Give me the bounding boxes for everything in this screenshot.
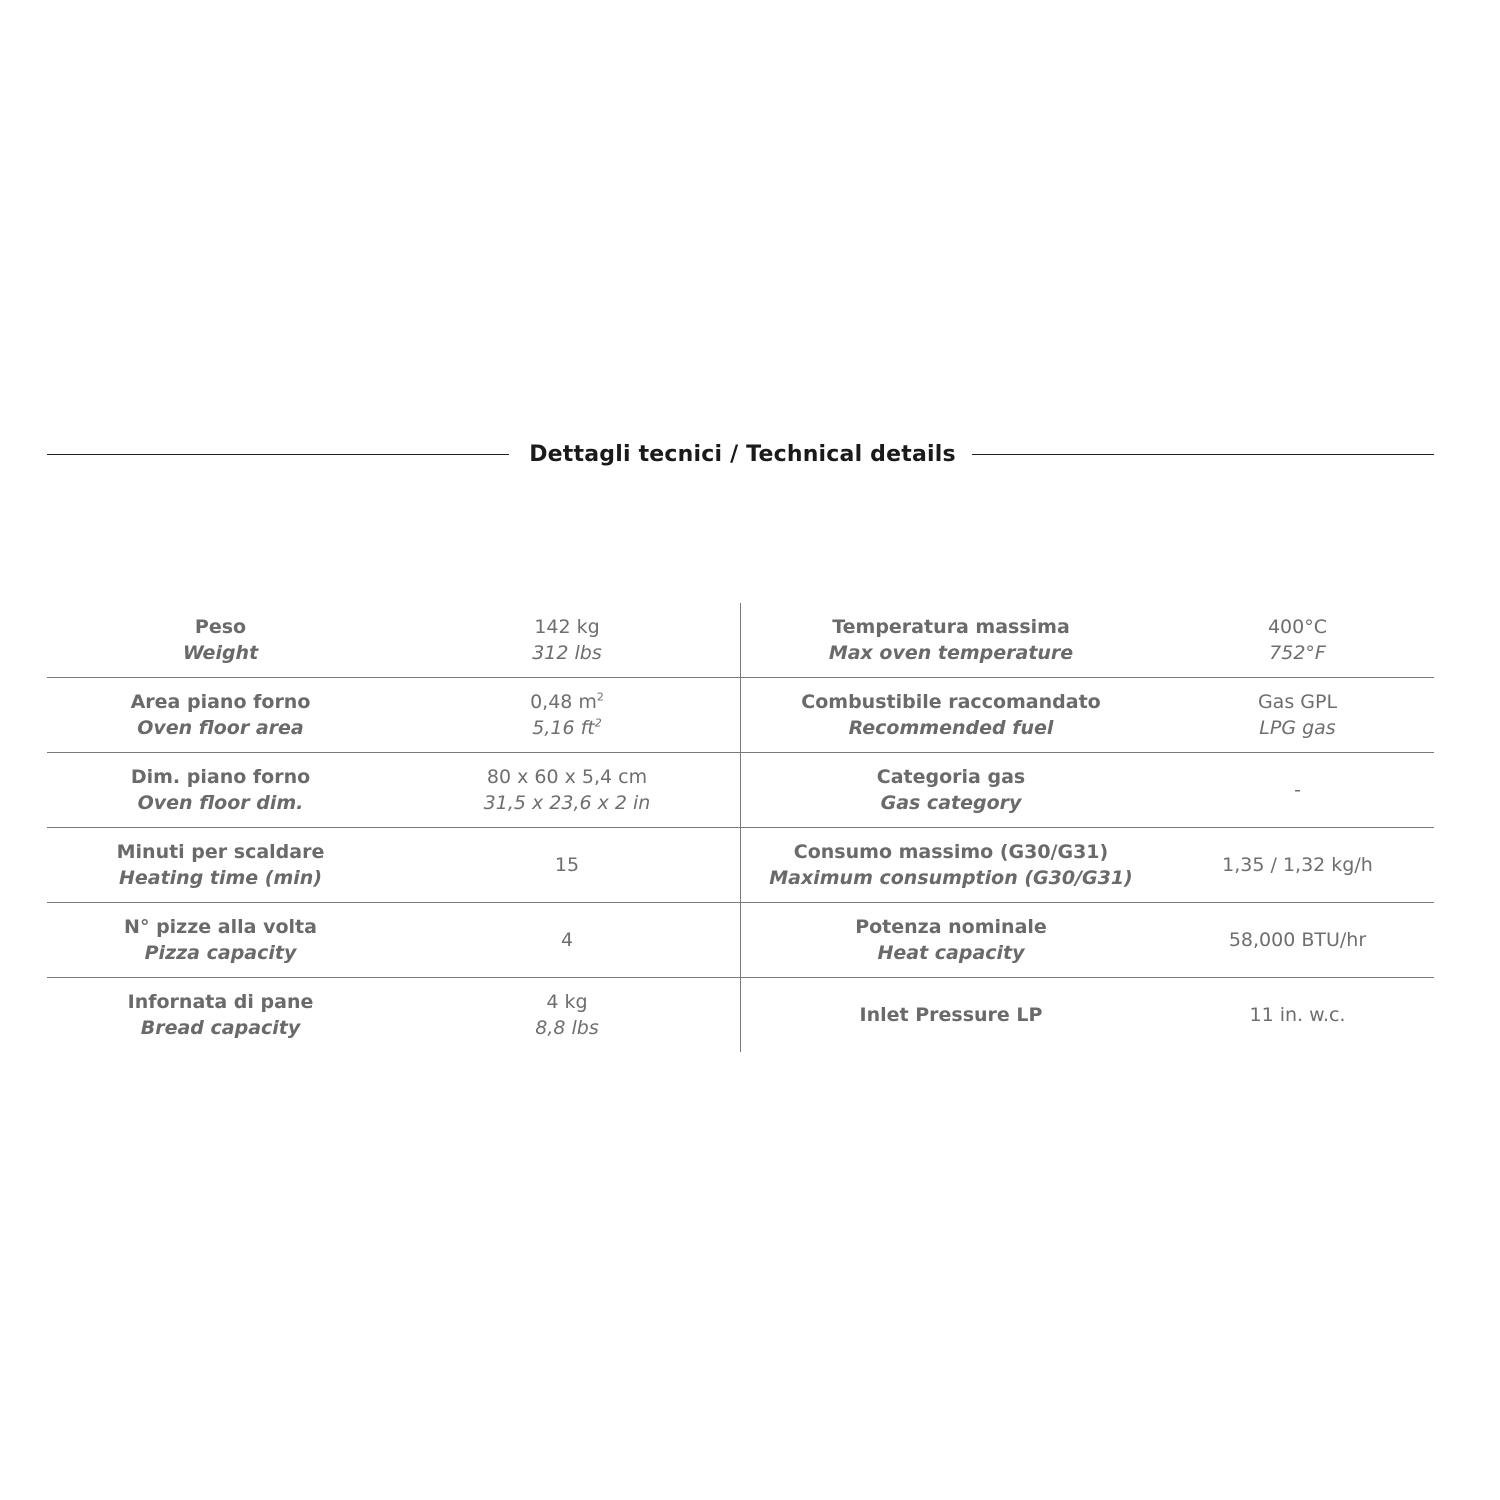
spec-value-cell [1161, 978, 1434, 1052]
table-row [47, 603, 1434, 678]
spec-value: 80 x 60 x 5,4 cm [486, 766, 648, 788]
spec-label-en: Heat capacity [877, 942, 1025, 964]
spec-value: 142 kg [534, 616, 600, 638]
spec-label-cell [47, 903, 394, 977]
spec-label-cell [47, 828, 394, 902]
header-rule-right [972, 454, 1434, 455]
spec-value: Gas GPL [1257, 691, 1338, 713]
spec-value-cell [1161, 678, 1434, 752]
spec-value: 58,000 BTU/hr [1228, 929, 1367, 951]
spec-label-it: Temperatura massima [832, 616, 1070, 638]
spec-label-en: Oven floor area [137, 717, 304, 739]
spec-value-alt-with-unit [532, 715, 601, 741]
spec-value-cell [1161, 903, 1434, 977]
spec-label-cell [47, 753, 394, 827]
table-row [47, 978, 1434, 1052]
spec-value-alt: 752°F [1269, 642, 1326, 664]
spec-label-en: Gas category [880, 792, 1022, 814]
spec-value: - [1294, 779, 1301, 801]
spec-value: 15 [554, 854, 580, 876]
unit-exponent: 2 [594, 716, 602, 730]
spec-value-cell [1161, 828, 1434, 902]
spec-value-cell [1161, 753, 1434, 827]
spec-label-it: Area piano forno [130, 691, 311, 713]
spec-table [47, 603, 1434, 1052]
spec-label-it: Combustibile raccomandato [801, 691, 1101, 713]
spec-value-alt: LPG gas [1259, 717, 1336, 739]
spec-value: 4 kg [546, 991, 588, 1013]
spec-label-en: Bread capacity [140, 1017, 301, 1039]
spec-label-en: Pizza capacity [144, 942, 297, 964]
spec-value-alt: 31,5 x 23,6 x 2 in [483, 792, 651, 814]
spec-label-en: Weight [182, 642, 259, 664]
section-title: Dettagli tecnici / Technical details [529, 441, 956, 467]
spec-value-cell [394, 753, 741, 827]
spec-value: 400°C [1267, 616, 1328, 638]
spec-label-it: Consumo massimo (G30/G31) [793, 841, 1109, 863]
spec-value-cell [394, 603, 741, 677]
spec-label-it: Categoria gas [876, 766, 1026, 788]
spec-label-it: Infornata di pane [127, 991, 314, 1013]
spec-label-en: Oven floor dim. [137, 792, 304, 814]
spec-label-cell [741, 603, 1161, 677]
spec-value: 4 [560, 929, 574, 951]
spec-label-en: Recommended fuel [848, 717, 1054, 739]
spec-label-cell [741, 678, 1161, 752]
spec-label-it: Peso [194, 616, 247, 638]
spec-label-en: Maximum consumption (G30/G31) [769, 867, 1133, 889]
spec-label-cell [47, 603, 394, 677]
table-row [47, 828, 1434, 903]
unit-exponent: 2 [596, 690, 604, 704]
spec-label-cell [47, 978, 394, 1052]
section-header [47, 436, 1434, 472]
spec-value-with-unit [530, 689, 604, 715]
spec-label-cell [741, 978, 1161, 1052]
spec-value-cell [394, 828, 741, 902]
spec-value-alt: 5,16 ft [532, 717, 595, 739]
spec-label-cell [741, 903, 1161, 977]
spec-value: 1,35 / 1,32 kg/h [1222, 854, 1373, 876]
spec-label-en: Heating time (min) [118, 867, 323, 889]
spec-value-cell [394, 678, 741, 752]
spec-label-it: Minuti per scaldare [116, 841, 325, 863]
spec-value-alt: 8,8 lbs [535, 1017, 599, 1039]
spec-label-cell [741, 753, 1161, 827]
spec-value-cell [394, 978, 741, 1052]
spec-label-it: N° pizze alla volta [124, 916, 317, 938]
header-rule-left [47, 454, 509, 455]
spec-label-cell [741, 828, 1161, 902]
spec-label-it: Dim. piano forno [130, 766, 311, 788]
spec-label-en: Max oven temperature [828, 642, 1074, 664]
spec-value: 0,48 m [530, 691, 597, 713]
spec-label-cell [47, 678, 394, 752]
table-row [47, 678, 1434, 753]
spec-value-cell [1161, 603, 1434, 677]
spec-label-it: Inlet Pressure LP [859, 1004, 1043, 1026]
spec-value: 11 in. w.c. [1249, 1004, 1346, 1026]
spec-label-it: Potenza nominale [855, 916, 1047, 938]
spec-value-alt: 312 lbs [532, 642, 602, 664]
spec-value-cell [394, 903, 741, 977]
table-row [47, 903, 1434, 978]
table-row [47, 753, 1434, 828]
